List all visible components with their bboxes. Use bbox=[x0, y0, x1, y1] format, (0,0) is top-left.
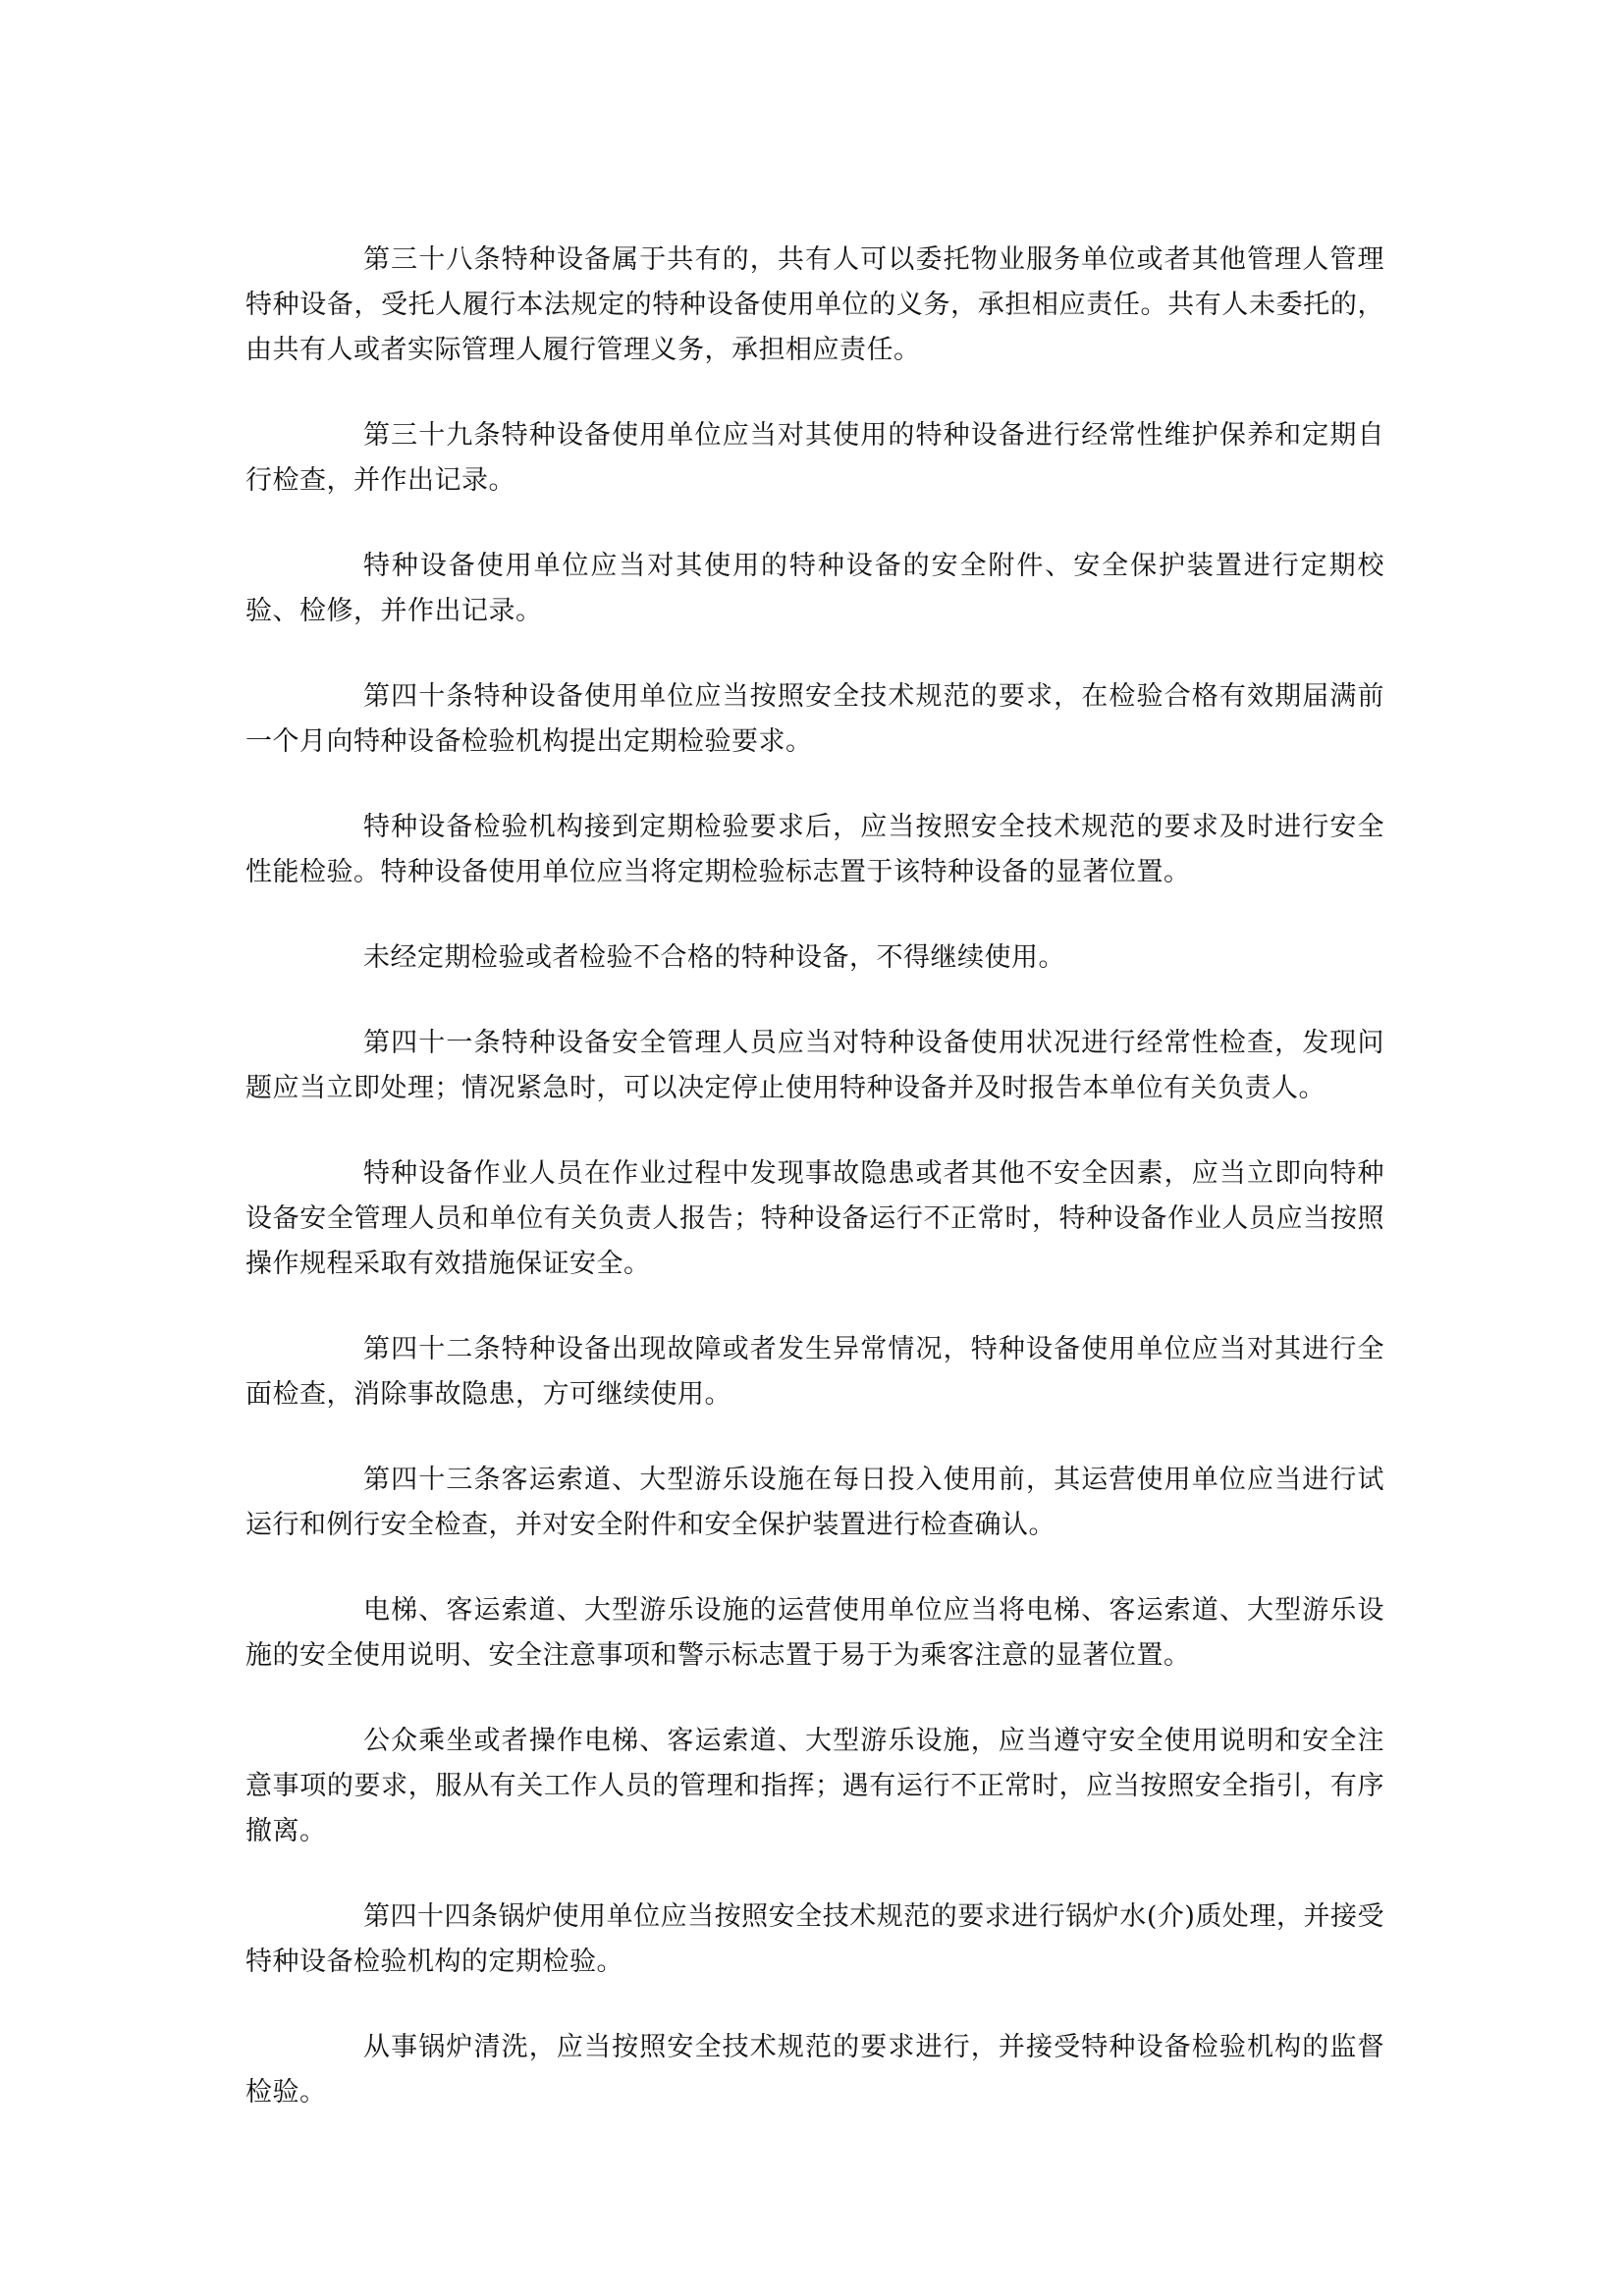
paragraph-article-40-clause-2: 特种设备检验机构接到定期检验要求后，应当按照安全技术规范的要求及时进行安全性能检验。特种设备使用单位应当将定期检验标志置于该特种设备的显著位置。 bbox=[245, 812, 1384, 887]
paragraph-article-41-clause-2: 特种设备作业人员在作业过程中发现事故隐患或者其他不安全因素，应当立即向特种设备安全管理人员和单位有关负责人报告；特种设备运行不正常时，特种设备作业人员应当按照操作规程采取有效措施保证安全。 bbox=[245, 1158, 1384, 1279]
document-body bbox=[245, 238, 1384, 2115]
paragraph-article-43-clause-3: 公众乘坐或者操作电梯、客运索道、大型游乐设施，应当遵守安全使用说明和安全注意事项的要求，服从有关工作人员的管理和指挥；遇有运行不正常时，应当按照安全指引，有序撤离。 bbox=[245, 1726, 1384, 1846]
paragraph-article-40-clause-3: 未经定期检验或者检验不合格的特种设备，不得继续使用。 bbox=[363, 942, 1065, 973]
paragraph-article-39-clause-2: 特种设备使用单位应当对其使用的特种设备的安全附件、安全保护装置进行定期校验、检修，并作出记录。 bbox=[245, 551, 1384, 626]
paragraph-article-43-clause-2: 电梯、客运索道、大型游乐设施的运营使用单位应当将电梯、客运索道、大型游乐设施的安全使用说明、安全注意事项和警示标志置于易于为乘客注意的显著位置。 bbox=[245, 1595, 1384, 1671]
paragraph-article-42: 第四十二条特种设备出现故障或者发生异常情况，特种设备使用单位应当对其进行全面检查，消除事故隐患，方可继续使用。 bbox=[245, 1334, 1384, 1410]
paragraph-article-41: 第四十一条特种设备安全管理人员应当对特种设备使用状况进行经常性检查，发现问题应当立即处理；情况紧急时，可以决定停止使用特种设备并及时报告本单位有关负责人。 bbox=[245, 1028, 1384, 1103]
paragraph-article-39: 第三十九条特种设备使用单位应当对其使用的特种设备进行经常性维护保养和定期自行检查，并作出记录。 bbox=[245, 420, 1384, 496]
paragraph-article-43: 第四十三条客运索道、大型游乐设施在每日投入使用前，其运营使用单位应当进行试运行和例行安全检查，并对安全附件和安全保护装置进行检查确认。 bbox=[245, 1465, 1384, 1540]
paragraph-article-38: 第三十八条特种设备属于共有的，共有人可以委托物业服务单位或者其他管理人管理特种设备，受托人履行本法规定的特种设备使用单位的义务，承担相应责任。共有人未委托的，由共有人或者实际管理人履行管理义务，承担相应责任。 bbox=[245, 244, 1384, 365]
paragraph-article-44: 第四十四条锅炉使用单位应当按照安全技术规范的要求进行锅炉水(介)质处理，并接受特种设备检验机构的定期检验。 bbox=[245, 1901, 1384, 1977]
paragraph-article-40: 第四十条特种设备使用单位应当按照安全技术规范的要求，在检验合格有效期届满前一个月向特种设备检验机构提出定期检验要求。 bbox=[245, 681, 1384, 757]
paragraph-article-44-clause-2: 从事锅炉清洗，应当按照安全技术规范的要求进行，并接受特种设备检验机构的监督检验。 bbox=[245, 2032, 1384, 2108]
